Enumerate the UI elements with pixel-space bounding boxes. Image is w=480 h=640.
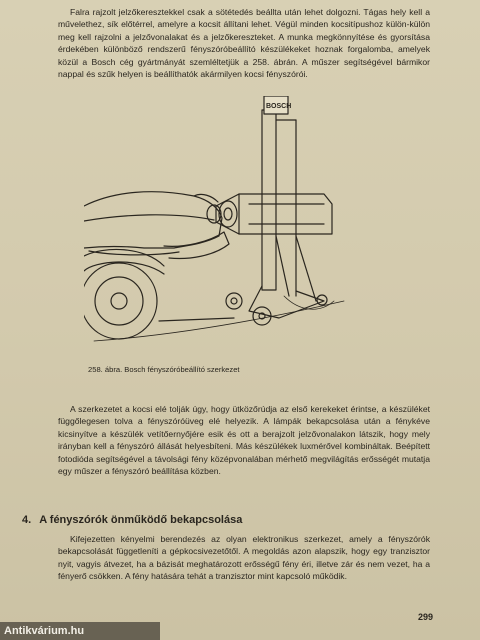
device-mast [262, 110, 276, 290]
paragraph-usage: A szerkezetet a kocsi elé tolják úgy, hogy ütközőrúdja az első kerekeket érintse, a készüléket függőlegesen tolva a fényszóróüveg elé helyezik. A lámpák bekapcsolása után a fénykéve kicsinyítve a készülék vetítőernyőjére esik és ott a berajzolt jelzővonalakon látszik, hogy mely irányban kell a fényszóró állását helyesbíteni. Más készülékek luxmérővel kombináltak. Beépített fotodióda segítségével a távolsági fény középvonalában mérhető megvilágítás erősségét mutatja egy műszer a fényszóró beállítása közben. [58, 404, 430, 477]
section-title: A fényszórók önműködő bekapcsolása [39, 514, 243, 526]
page-number: 299 [418, 612, 434, 622]
watermark: Antikvárium.hu [0, 622, 160, 640]
section-number: 4. [22, 514, 32, 526]
section-heading [22, 514, 242, 526]
car-illustration [84, 192, 222, 248]
device-label: BOSCH [266, 103, 292, 110]
paragraph-intro: Falra rajzolt jelzőkeresztekkel csak a sötétedés beállta után lehet dolgozni. Tágas hely kell a művelethez, sík előtérrel, amelyre a kocsit állítani lehet. Végül minden kocsitípushoz külön-külön meg kell rajzolni a jelzővonalakat és a jelzőkereszteket. A munka megkönnyítése és gyorsítása érdekében különböző rendszerű fényszóróbeállító készülékeket hoznak forgalomba, amelyek közül a Bosch cég gyártmányát szemléltetjük a 258. ábrán. A műszer segítségével bármikor nappal és szűk helyen is beállíthatók akármilyen kocsi fényszórói. [58, 7, 430, 80]
figure-bosch-headlight-aimer [84, 96, 384, 361]
paragraph-automatic: Kifejezetten kényelmi berendezés az olyan elektronikus szerkezet, amely a fényszórók bekapcsolását függetleníti a gépkocsivezetőtől. A megoldás azon alapszik, hogy egy tranzisztor nyit, vagyis átvezet, ha a bázisát meghatározott erősségű fény éri, illetve zár és nem vezet, ha a fényerő csökken. A fény hatására tehát a tranzisztor mint kapcsoló működik. [58, 534, 430, 582]
projection-box [216, 194, 332, 234]
figure-caption: 258. ábra. Bosch fényszóróbeállító szerkezet [88, 365, 240, 374]
